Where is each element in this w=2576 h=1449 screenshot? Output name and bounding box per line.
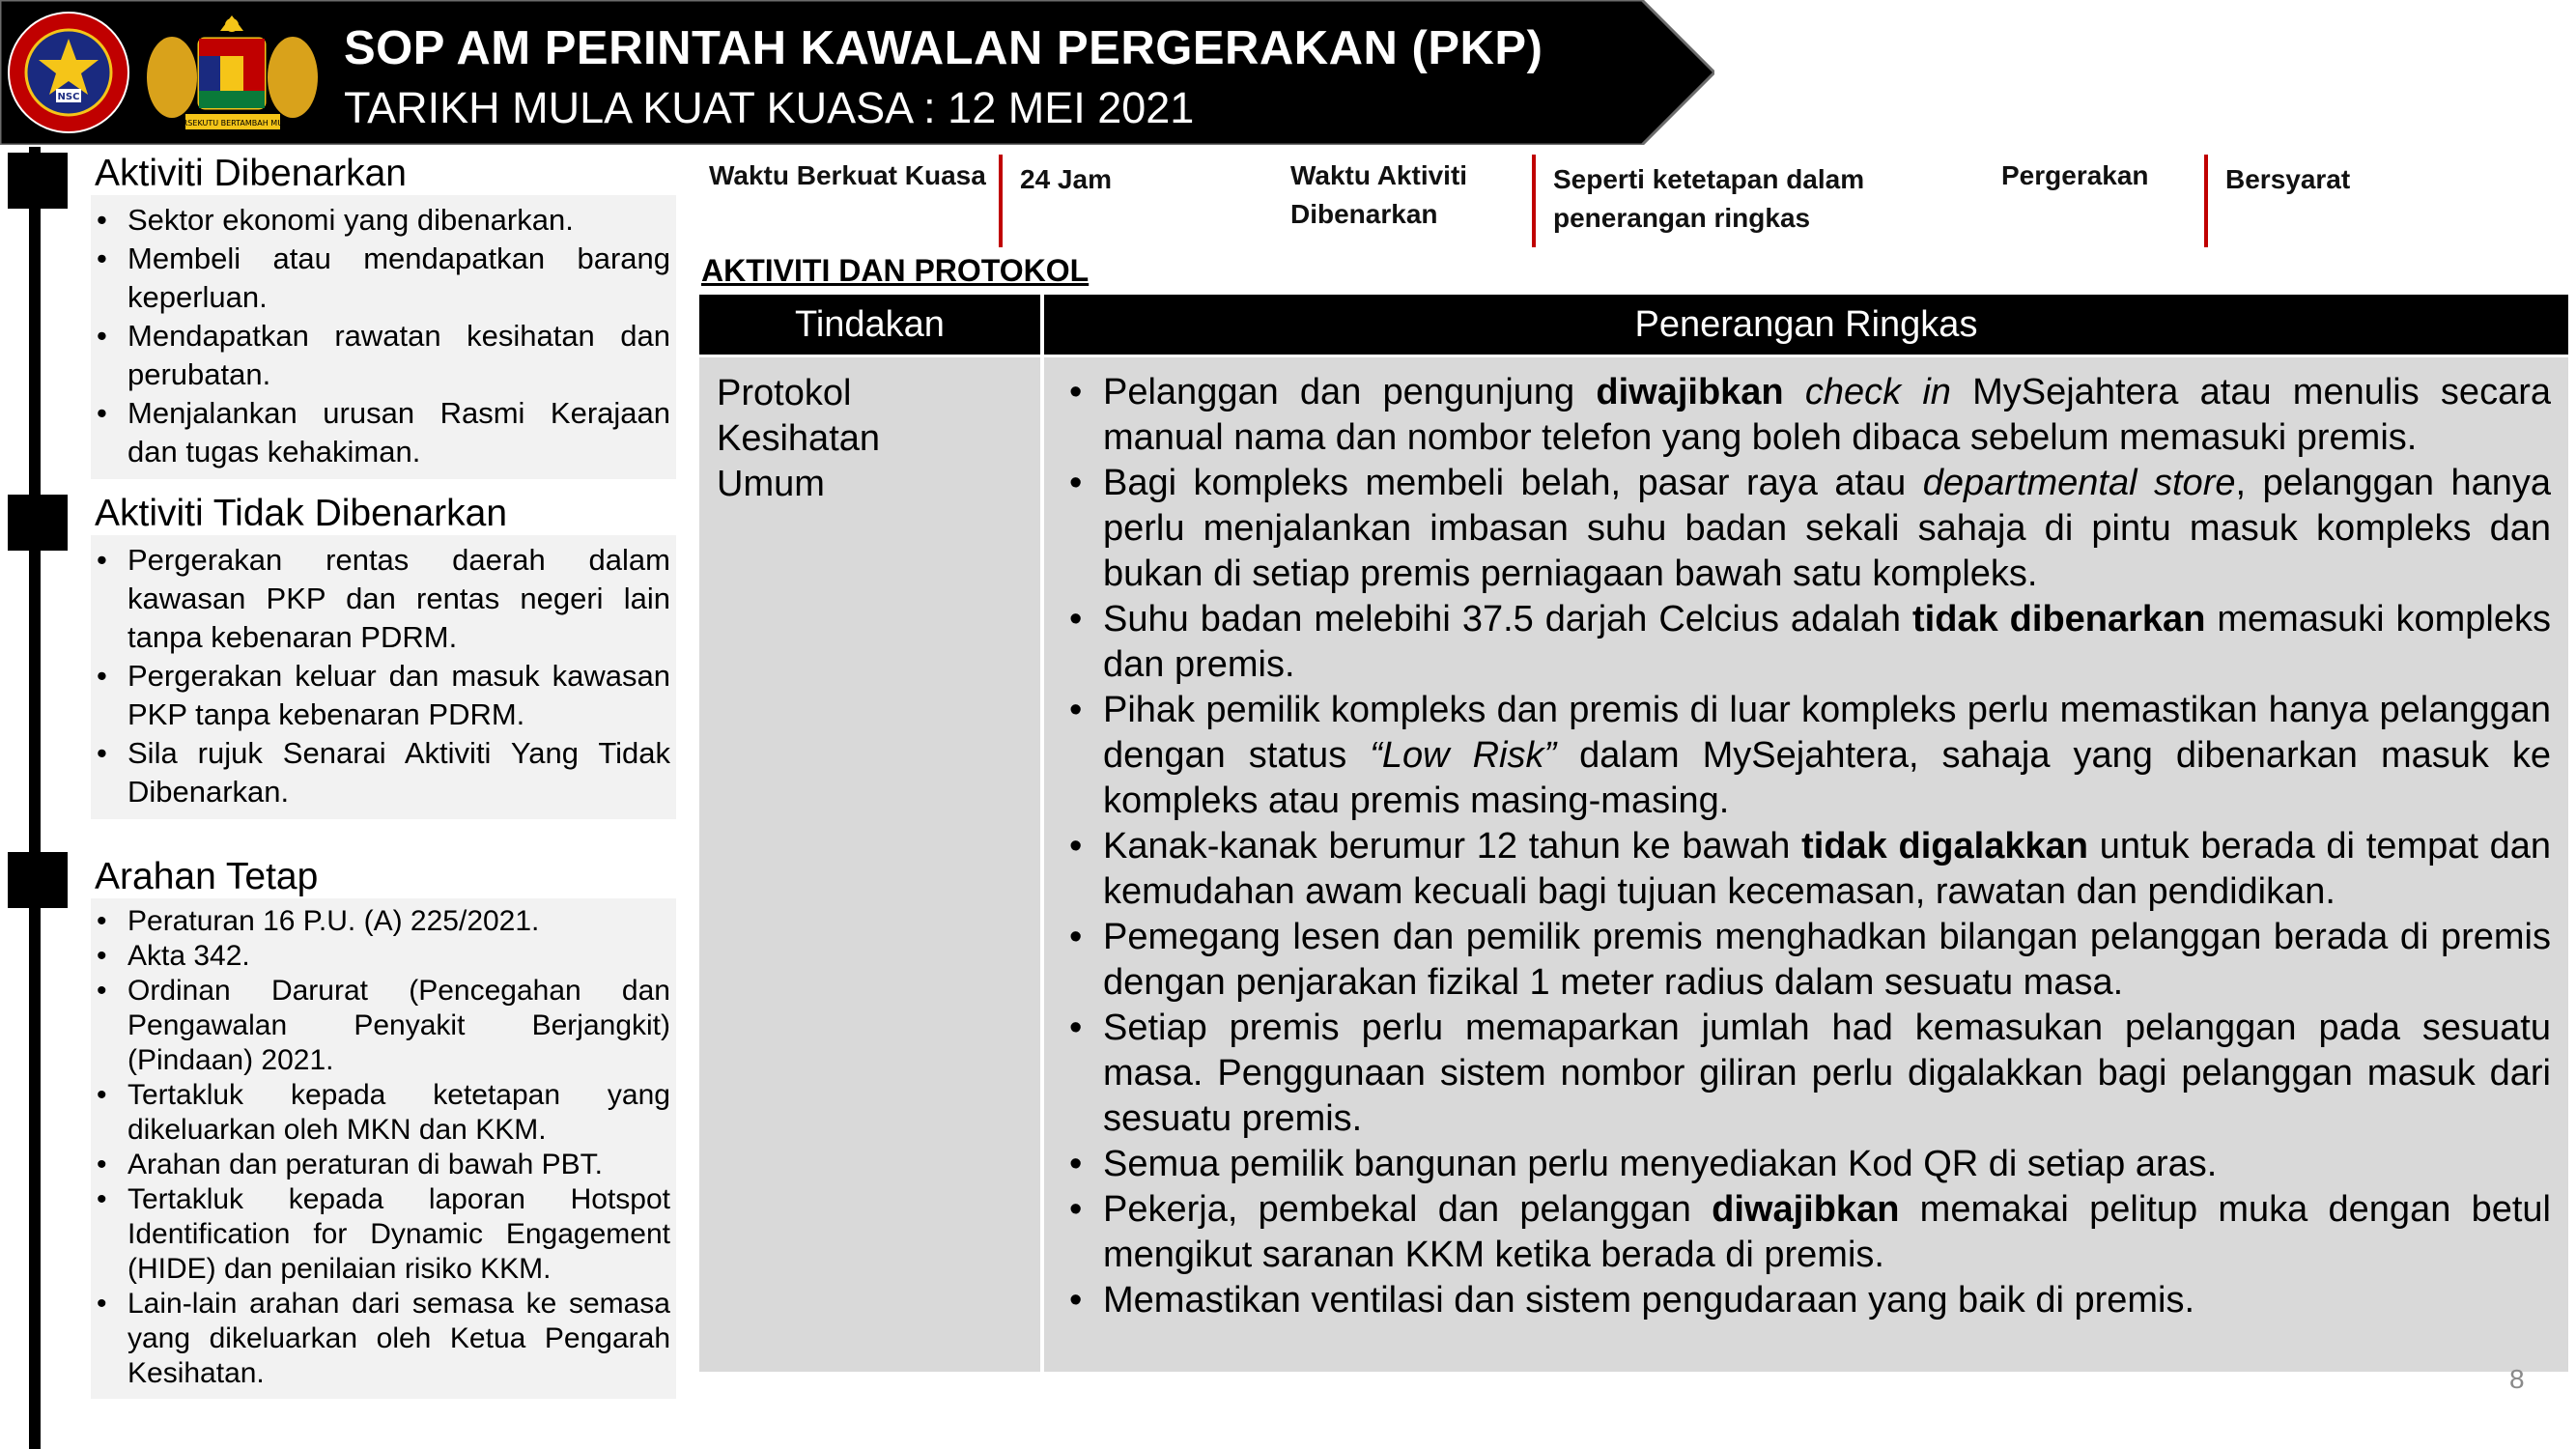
protocol-item: • Pihak pemilik kompleks dan premis di luar kompleks perlu memastikan hanya pelanggan dengan status “Low Risk” dalam MySejahtera, sahaja yang dibenarkan masuk ke kompleks atau premis masing-masing. (1060, 688, 2551, 824)
page-title: SOP AM PERINTAH KAWALAN PERGERAKAN (PKP) (344, 22, 1543, 74)
header-banner (0, 0, 1714, 145)
action-cell (699, 357, 1040, 1372)
protocol-item: • Pelanggan dan pengunjung diwajibkan check in MySejahtera atau menulis secara manual nama dan nombor telefon yang boleh dibaca sebelum memasuki premis. (1060, 370, 2551, 461)
protocol-list (1060, 370, 2551, 1323)
protocol-section-title: AKTIVITI DAN PROTOKOL (701, 253, 1090, 288)
red-divider (999, 155, 1003, 247)
allowed-activities-section (91, 153, 676, 479)
protocol-item: • Suhu badan melebihi 37.5 darjah Celcius adalah tidak dibenarkan memasuki kompleks dan premis. (1060, 597, 2551, 688)
coat-of-arms-icon (143, 10, 322, 135)
list-item: • Arahan dan peraturan di bawah PBT. (91, 1148, 670, 1182)
page-number: 8 (2509, 1364, 2525, 1394)
nsc-logo-icon (6, 10, 131, 135)
list-item: • Pergerakan keluar dan masuk kawasan PKP tanpa kebenaran PDRM. (91, 657, 670, 734)
standing-orders-section (91, 856, 676, 1399)
action-line: Kesihatan (717, 418, 881, 459)
list-item: • Membeli atau mendapatkan barang keperluan. (91, 240, 670, 317)
svg-text:BERSEKUTU BERTAMBAH MUTU: BERSEKUTU BERTAMBAH MUTU (172, 119, 294, 128)
section-title: Arahan Tetap (95, 856, 319, 897)
timeline-bar (29, 147, 41, 1449)
list-item: • Ordinan Darurat (Pencegahan dan Pengawalan Penyakit Berjangkit) (Pindaan) 2021. (91, 974, 670, 1078)
not-allowed-activities-box (91, 535, 676, 819)
protocol-item: • Pemegang lesen dan pemilik premis menghadkan bilangan pelanggan berada di premis dengan penjarakan fizikal 1 meter radius dalam sesuatu masa. (1060, 915, 2551, 1006)
protocol-item: • Pekerja, pembekal dan pelanggan diwajibkan memakai pelitup muka dengan betul mengikut saranan KKM ketika berada di premis. (1060, 1187, 2551, 1278)
effective-time-label: Waktu Berkuat Kuasa (709, 160, 986, 190)
column-header-action: Tindakan (699, 295, 1040, 355)
activity-time-label: Waktu Aktiviti Dibenarkan (1290, 160, 1468, 229)
list-item: • Mendapatkan rawatan kesihatan dan perubatan. (91, 317, 670, 394)
list-item: • Pergerakan rentas daerah dalam kawasan PKP dan rentas negeri lain tanpa kebenaran PDRM. (91, 541, 670, 657)
list-item: • Akta 342. (91, 939, 670, 974)
list-item: • Menjalankan urusan Rasmi Kerajaan dan tugas kehakiman. (91, 394, 670, 471)
section-title: Aktiviti Dibenarkan (95, 153, 407, 194)
list-item: • Sila rujuk Senarai Aktiviti Yang Tidak Dibenarkan. (91, 734, 670, 811)
action-line: Protokol (717, 373, 852, 413)
list-item: • Peraturan 16 P.U. (A) 225/2021. (91, 904, 670, 939)
protocol-item: • Setiap premis perlu memaparkan jumlah had kemasukan pelanggan pada sesuatu masa. Penggunaan sistem nombor giliran perlu digalakkan bagi pelanggan masuk dari sesuatu premis. (1060, 1006, 2551, 1142)
not-allowed-activities-list (91, 541, 670, 811)
standing-orders-box (91, 898, 676, 1399)
movement-label: Pergerakan (2001, 160, 2149, 190)
protocol-item: • Semua pemilik bangunan perlu menyediakan Kod QR di setiap aras. (1060, 1142, 2551, 1187)
timeline-marker (8, 495, 68, 551)
protocol-item: • Bagi kompleks membeli belah, pasar raya atau departmental store, pelanggan hanya perlu menjalankan imbasan suhu badan sekali sahaja di pintu masuk kompleks dan bukan di setiap premis perniagaan bawah satu kompleks. (1060, 461, 2551, 597)
effective-date-subtitle: TARIKH MULA KUAT KUASA : 12 MEI 2021 (344, 83, 1195, 132)
movement-value: Bersyarat (2225, 164, 2351, 194)
standing-orders-list (91, 904, 670, 1391)
protocol-item: • Kanak-kanak berumur 12 tahun ke bawah tidak digalakkan untuk berada di tempat dan kemudahan awam kecuali bagi tujuan kecemasan, rawatan dan pendidikan. (1060, 824, 2551, 915)
protocol-item: • Memastikan ventilasi dan sistem pengudaraan yang baik di premis. (1060, 1278, 2551, 1323)
description-cell (1044, 357, 2568, 1372)
list-item: • Lain-lain arahan dari semasa ke semasa yang dikeluarkan oleh Ketua Pengarah Kesihatan. (91, 1287, 670, 1391)
allowed-activities-box (91, 195, 676, 479)
red-divider (2204, 155, 2208, 247)
allowed-activities-list (91, 201, 670, 471)
section-title: Aktiviti Tidak Dibenarkan (95, 493, 508, 534)
column-header-description: Penerangan Ringkas (1044, 295, 2568, 355)
svg-text:NSC: NSC (57, 92, 80, 102)
list-item: • Tertakluk kepada laporan Hotspot Identification for Dynamic Engagement (HIDE) dan penilaian risiko KKM. (91, 1182, 670, 1287)
action-line: Umum (717, 464, 825, 504)
timeline-marker (8, 852, 68, 908)
red-divider (1532, 155, 1536, 247)
timeline-marker (8, 153, 68, 209)
activity-time-value: Seperti ketetapan dalam penerangan ringkas (1553, 164, 1865, 233)
list-item: • Sektor ekonomi yang dibenarkan. (91, 201, 670, 240)
not-allowed-activities-section (91, 493, 676, 819)
effective-time-value: 24 Jam (1020, 164, 1112, 194)
list-item: • Tertakluk kepada ketetapan yang dikeluarkan oleh MKN dan KKM. (91, 1078, 670, 1148)
